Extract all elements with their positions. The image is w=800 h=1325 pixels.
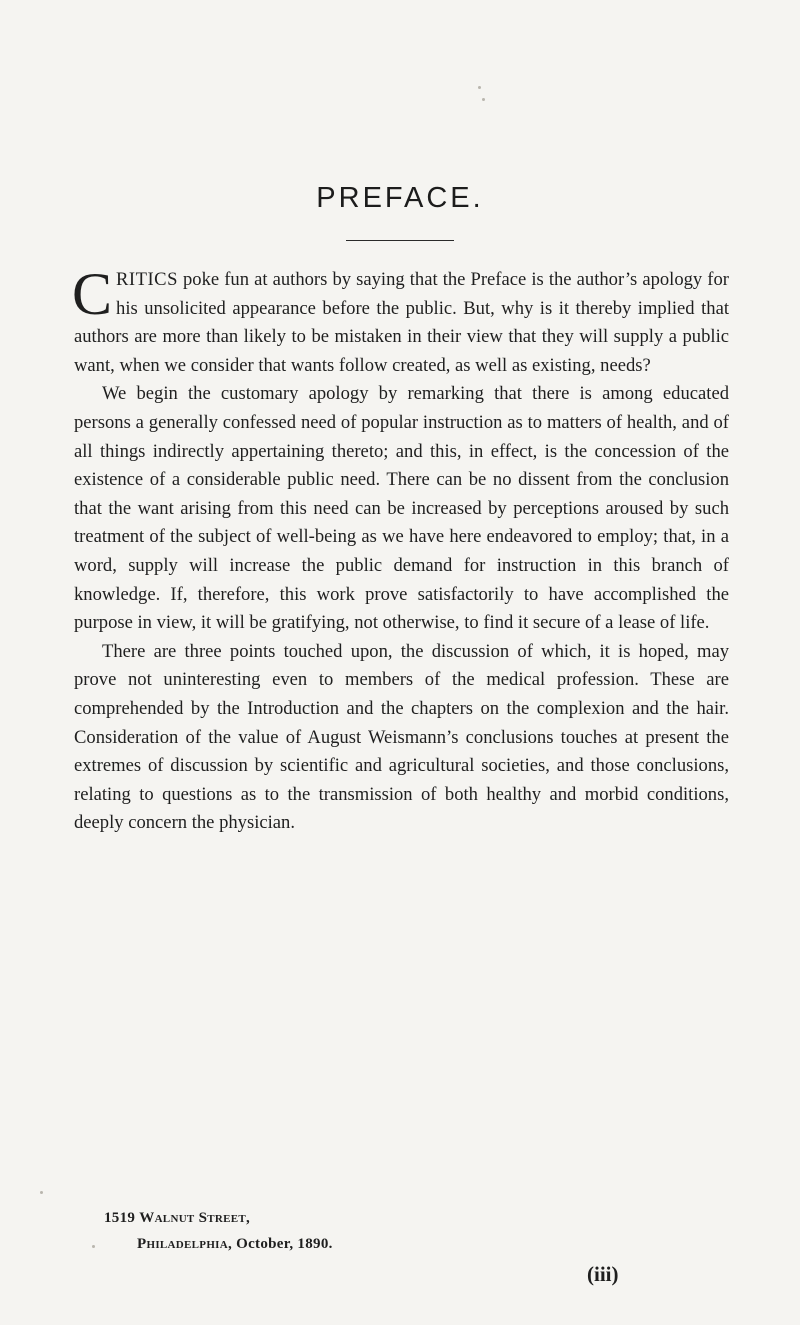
signature-city: Philadelphia, <box>137 1236 233 1252</box>
paragraph-1 <box>72 261 729 380</box>
address-street: Walnut Street, <box>139 1210 251 1226</box>
page-number: (iii) <box>587 1262 619 1286</box>
paper-speck <box>478 86 481 89</box>
paper-speck <box>40 1191 43 1194</box>
paragraph-1-text: poke fun at authors by saying that the Preface is the author’s apology for his unsolicited appearance before the public. But, why is it thereby implied that authors are more than likely to be mistaken in their view that they will supply a public want, when we consider that wants follow created, as well as existing, needs? <box>74 269 729 376</box>
address-number: 1519 <box>104 1210 136 1226</box>
drop-cap: C <box>72 261 113 327</box>
title-divider <box>346 240 454 241</box>
paragraph-1-lead-word: RITICS <box>116 269 178 290</box>
signature-date: October, 1890. <box>236 1236 333 1252</box>
preface-body <box>72 261 729 838</box>
page-title: PREFACE. <box>316 182 484 214</box>
signature-address <box>104 1210 250 1227</box>
paragraph-2: We begin the customary apology by remarking that there is among educated persons a generally confessed need of popular instruction as to matters of health, and of all things indirectly appertaining thereto; and this, in effect, is the concession of the existence of a considerable public need. There can be no dissent from the conclusion that the want arising from this need can be increased by perceptions aroused by such treatment of the subject of well-being as we have here endeavored to employ; that, in a word, supply will increase the public demand for instruction in this branch of knowledge. If, therefore, this work prove satisfactorily to have accomplished the purpose in view, it will be gratifying, not otherwise, to find it secure of a lease of life. <box>74 383 729 634</box>
paragraph-3: There are three points touched upon, the discussion of which, it is hoped, may prove not uninteresting even to members of the medical profession. These are comprehended by the Introduction and the chapters on the complexion and the hair. Consideration of the value of August Weismann’s conclusions touches at present the extremes of discussion by scientific and agricultural societies, and those conclusions, relating to questions as to the transmission of both healthy and morbid conditions, deeply concern the physician. <box>74 640 729 834</box>
paper-speck <box>482 98 485 101</box>
paper-speck <box>92 1245 95 1248</box>
signature-place-date <box>137 1236 333 1253</box>
